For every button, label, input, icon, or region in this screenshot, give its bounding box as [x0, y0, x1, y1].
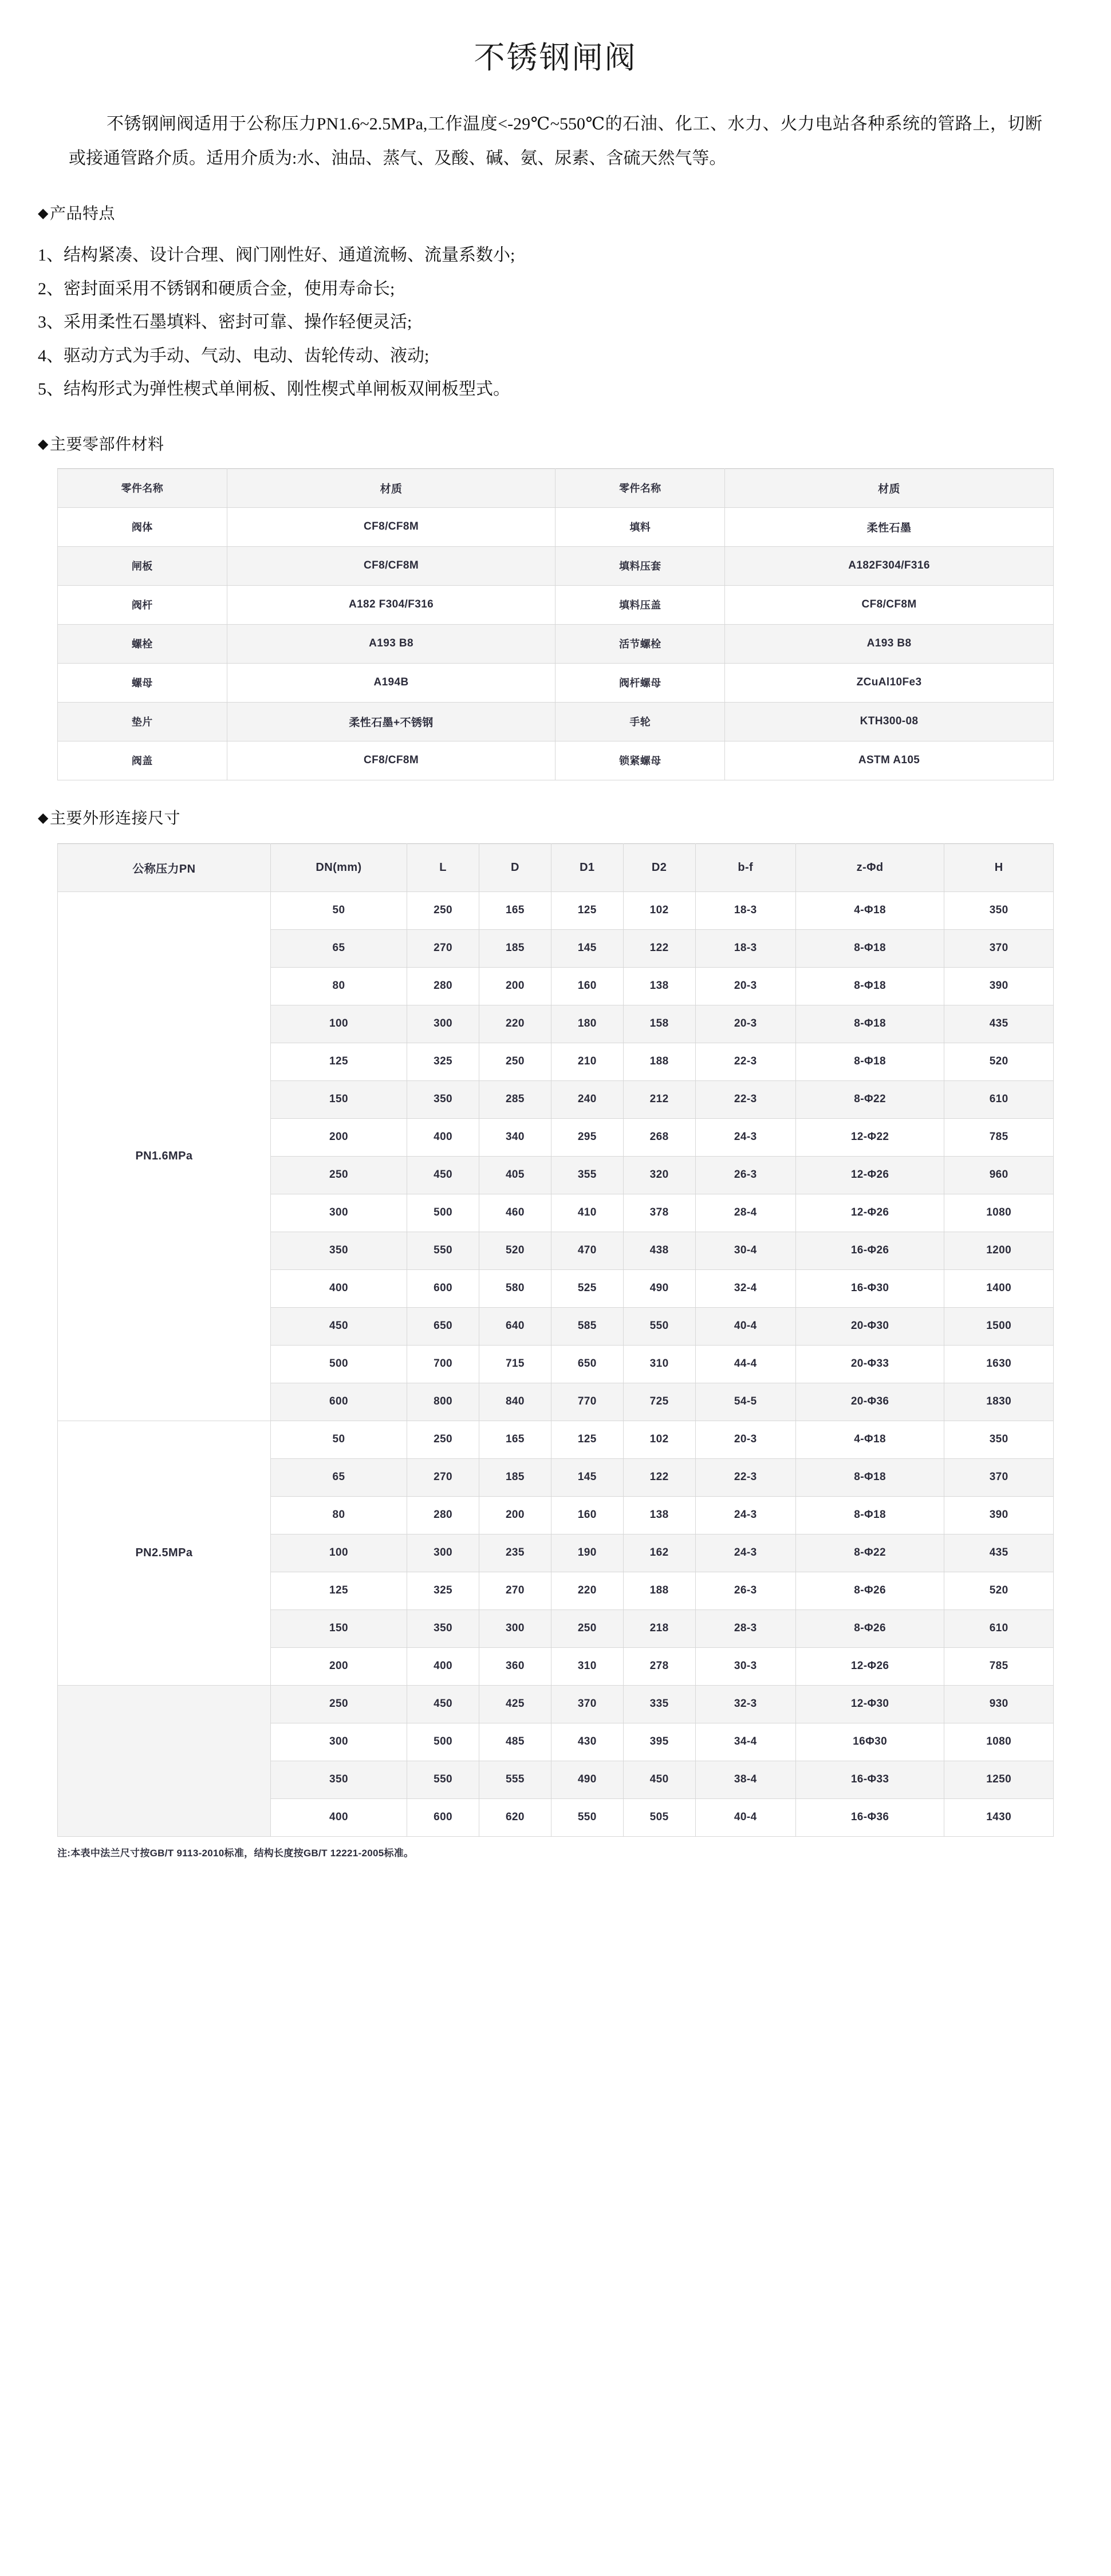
dimension-cell: 12-Φ26 — [795, 1647, 944, 1685]
column-header: 材质 — [725, 468, 1054, 507]
pressure-rating-cell-empty — [58, 1685, 271, 1836]
table-header-row — [58, 843, 1054, 891]
dimension-cell: 250 — [407, 1421, 479, 1458]
dimension-cell: 1830 — [944, 1383, 1054, 1421]
dimension-cell: 450 — [270, 1307, 407, 1345]
dimension-cell: 8-Φ22 — [795, 1080, 944, 1118]
dimension-cell: 150 — [270, 1609, 407, 1647]
dimension-cell: 1430 — [944, 1798, 1054, 1836]
pressure-rating-cell: PN2.5MPa — [58, 1421, 271, 1685]
part-name-cell: 螺栓 — [58, 624, 227, 663]
dimension-cell: 490 — [623, 1269, 695, 1307]
dimension-cell: 350 — [944, 1421, 1054, 1458]
section-heading-dimensions-label: 主要外形连接尺寸 — [49, 809, 180, 827]
material-cell: A182 F304/F316 — [227, 585, 556, 624]
dimension-cell: 280 — [407, 1496, 479, 1534]
dimension-cell: 450 — [623, 1761, 695, 1798]
dimension-cell: 16-Φ33 — [795, 1761, 944, 1798]
dimension-cell: 12-Φ22 — [795, 1118, 944, 1156]
dimension-cell: 8-Φ18 — [795, 929, 944, 967]
dimension-cell: 65 — [270, 929, 407, 967]
dimension-cell: 34-4 — [695, 1723, 795, 1761]
material-cell: CF8/CF8M — [227, 741, 556, 780]
section-heading-materials — [38, 432, 1111, 455]
dimension-cell: 102 — [623, 891, 695, 929]
dimension-cell: 400 — [407, 1647, 479, 1685]
dimension-cell: 80 — [270, 1496, 407, 1534]
dimension-cell: 600 — [270, 1383, 407, 1421]
table-row — [58, 891, 1054, 929]
dimension-cell: 400 — [270, 1269, 407, 1307]
dimension-cell: 24-3 — [695, 1118, 795, 1156]
dimension-cell: 8-Φ18 — [795, 1458, 944, 1496]
dimension-cell: 250 — [407, 891, 479, 929]
dimension-cell: 1080 — [944, 1723, 1054, 1761]
dimension-cell: 1250 — [944, 1761, 1054, 1798]
dimension-cell: 200 — [479, 967, 551, 1005]
part-name-cell: 阀体 — [58, 507, 227, 546]
dimension-cell: 28-3 — [695, 1609, 795, 1647]
features-list — [38, 239, 1111, 407]
dimension-cell: 220 — [551, 1572, 623, 1609]
dimension-cell: 16-Φ36 — [795, 1798, 944, 1836]
dimension-cell: 22-3 — [695, 1458, 795, 1496]
dimension-cell: 100 — [270, 1005, 407, 1043]
dimension-cell: 355 — [551, 1156, 623, 1194]
dimension-cell: 770 — [551, 1383, 623, 1421]
dimension-cell: 1630 — [944, 1345, 1054, 1383]
part-name-cell: 闸板 — [58, 546, 227, 585]
column-header: 零件名称 — [58, 468, 227, 507]
pressure-rating-cell: PN1.6MPa — [58, 891, 271, 1421]
dimension-cell: 145 — [551, 1458, 623, 1496]
table-row — [58, 1421, 1054, 1458]
dimension-cell: 550 — [623, 1307, 695, 1345]
dimension-cell: 435 — [944, 1005, 1054, 1043]
dimension-cell: 250 — [479, 1043, 551, 1080]
dimension-cell: 12-Φ30 — [795, 1685, 944, 1723]
dimension-cell: 580 — [479, 1269, 551, 1307]
dimension-cell: 24-3 — [695, 1534, 795, 1572]
material-cell: A193 B8 — [227, 624, 556, 663]
dimension-cell: 28-4 — [695, 1194, 795, 1232]
part-name-cell: 活节螺栓 — [556, 624, 725, 663]
dimension-cell: 610 — [944, 1080, 1054, 1118]
column-header: D1 — [551, 843, 623, 891]
dimension-cell: 360 — [479, 1647, 551, 1685]
dimension-cell: 102 — [623, 1421, 695, 1458]
dimension-cell: 18-3 — [695, 891, 795, 929]
table-row — [58, 624, 1054, 663]
dimension-cell: 18-3 — [695, 929, 795, 967]
dimensions-table-note: 注:本表中法兰尺寸按GB/T 9113-2010标准，结构长度按GB/T 12221-2005标准。 — [57, 1847, 414, 1859]
dimension-cell: 270 — [479, 1572, 551, 1609]
part-name-cell: 螺母 — [58, 663, 227, 702]
dimension-cell: 180 — [551, 1005, 623, 1043]
diamond-bullet-icon: ◆ — [38, 206, 49, 221]
dimension-cell: 280 — [407, 967, 479, 1005]
dimension-cell: 125 — [551, 891, 623, 929]
column-header: 材质 — [227, 468, 556, 507]
dimension-cell: 165 — [479, 891, 551, 929]
dimension-cell: 24-3 — [695, 1496, 795, 1534]
column-header: 公称压力PN — [58, 843, 271, 891]
dimension-cell: 240 — [551, 1080, 623, 1118]
part-name-cell: 阀盖 — [58, 741, 227, 780]
part-name-cell: 填料压盖 — [556, 585, 725, 624]
material-cell: 柔性石墨 — [725, 507, 1054, 546]
dimension-cell: 600 — [407, 1798, 479, 1836]
intro-paragraph: 不锈钢闸阀适用于公称压力PN1.6~2.5MPa,工作温度<-29℃~550℃的石油、化工、水力、火力电站各种系统的管路上，切断或接通管路介质。适用介质为:水、油品、蒸气、及酸、碱、氨、尿素、含硫天然气等。 — [69, 115, 1042, 168]
dimension-cell: 40-4 — [695, 1307, 795, 1345]
dimension-cell: 250 — [270, 1685, 407, 1723]
dimension-cell: 16Φ30 — [795, 1723, 944, 1761]
dimension-cell: 505 — [623, 1798, 695, 1836]
dimension-cell: 1400 — [944, 1269, 1054, 1307]
table-row — [58, 585, 1054, 624]
dimension-cell: 8-Φ18 — [795, 1496, 944, 1534]
dimension-cell: 30-4 — [695, 1232, 795, 1269]
dimension-cell: 620 — [479, 1798, 551, 1836]
dimension-cell: 335 — [623, 1685, 695, 1723]
dimension-cell: 300 — [407, 1005, 479, 1043]
dimension-cell: 20-Φ36 — [795, 1383, 944, 1421]
feature-item: 1、结构紧凑、设计合理、阀门刚性好、通道流畅、流量系数小; — [38, 246, 515, 265]
column-header: D — [479, 843, 551, 891]
diamond-bullet-icon: ◆ — [38, 810, 49, 826]
table-row — [58, 546, 1054, 585]
dimension-cell: 160 — [551, 1496, 623, 1534]
column-header: H — [944, 843, 1054, 891]
table-row — [58, 702, 1054, 741]
dimension-cell: 26-3 — [695, 1156, 795, 1194]
dimension-cell: 840 — [479, 1383, 551, 1421]
dimension-cell: 32-4 — [695, 1269, 795, 1307]
material-cell: A193 B8 — [725, 624, 1054, 663]
section-heading-materials-label: 主要零部件材料 — [49, 435, 164, 453]
dimension-cell: 930 — [944, 1685, 1054, 1723]
dimension-cell: 438 — [623, 1232, 695, 1269]
dimension-cell: 300 — [270, 1723, 407, 1761]
dimension-cell: 250 — [270, 1156, 407, 1194]
dimensions-table — [57, 843, 1054, 1837]
dimension-cell: 40-4 — [695, 1798, 795, 1836]
part-name-cell: 手轮 — [556, 702, 725, 741]
dimension-cell: 500 — [407, 1723, 479, 1761]
dimension-cell: 485 — [479, 1723, 551, 1761]
dimension-cell: 1500 — [944, 1307, 1054, 1345]
dimension-cell: 350 — [270, 1761, 407, 1798]
dimension-cell: 278 — [623, 1647, 695, 1685]
dimension-cell: 12-Φ26 — [795, 1156, 944, 1194]
dimension-cell: 188 — [623, 1043, 695, 1080]
dimension-cell: 22-3 — [695, 1080, 795, 1118]
dimension-cell: 340 — [479, 1118, 551, 1156]
dimension-cell: 125 — [270, 1043, 407, 1080]
dimension-cell: 210 — [551, 1043, 623, 1080]
dimension-cell: 8-Φ22 — [795, 1534, 944, 1572]
feature-item: 2、密封面采用不锈钢和硬质合金，使用寿命长; — [38, 279, 395, 298]
dimension-cell: 300 — [479, 1609, 551, 1647]
dimension-cell: 520 — [479, 1232, 551, 1269]
dimension-cell: 405 — [479, 1156, 551, 1194]
part-name-cell: 填料 — [556, 507, 725, 546]
dimension-cell: 325 — [407, 1043, 479, 1080]
dimension-cell: 310 — [551, 1647, 623, 1685]
feature-item: 3、采用柔性石墨填料、密封可靠、操作轻便灵活; — [38, 313, 412, 332]
table-header-row — [58, 468, 1054, 507]
dimension-cell: 370 — [944, 929, 1054, 967]
dimension-cell: 350 — [944, 891, 1054, 929]
dimension-cell: 378 — [623, 1194, 695, 1232]
dimension-cell: 270 — [407, 1458, 479, 1496]
section-heading-dimensions — [38, 806, 1111, 829]
table-row — [58, 1685, 1054, 1723]
dimension-cell: 122 — [623, 1458, 695, 1496]
dimension-cell: 185 — [479, 1458, 551, 1496]
dimension-cell: 188 — [623, 1572, 695, 1609]
dimension-cell: 400 — [407, 1118, 479, 1156]
dimension-cell: 490 — [551, 1761, 623, 1798]
dimension-cell: 350 — [270, 1232, 407, 1269]
dimension-cell: 350 — [407, 1080, 479, 1118]
dimension-cell: 550 — [407, 1761, 479, 1798]
dimension-cell: 450 — [407, 1156, 479, 1194]
dimension-cell: 295 — [551, 1118, 623, 1156]
dimension-cell: 4-Φ18 — [795, 1421, 944, 1458]
dimension-cell: 80 — [270, 967, 407, 1005]
part-name-cell: 锁紧螺母 — [556, 741, 725, 780]
section-heading-features-label: 产品特点 — [49, 205, 115, 223]
material-cell: A194B — [227, 663, 556, 702]
dimension-cell: 1200 — [944, 1232, 1054, 1269]
dimension-cell: 310 — [623, 1345, 695, 1383]
section-heading-features — [38, 201, 1111, 224]
materials-table-wrapper — [0, 468, 1111, 780]
column-header: 零件名称 — [556, 468, 725, 507]
dimension-cell: 200 — [479, 1496, 551, 1534]
column-header: D2 — [623, 843, 695, 891]
dimension-cell: 640 — [479, 1307, 551, 1345]
material-cell: 柔性石墨+不锈钢 — [227, 702, 556, 741]
dimension-cell: 1080 — [944, 1194, 1054, 1232]
dimension-cell: 190 — [551, 1534, 623, 1572]
dimension-cell: 22-3 — [695, 1043, 795, 1080]
dimension-cell: 600 — [407, 1269, 479, 1307]
material-cell: CF8/CF8M — [227, 546, 556, 585]
part-name-cell: 阀杆螺母 — [556, 663, 725, 702]
dimension-cell: 185 — [479, 929, 551, 967]
dimension-cell: 610 — [944, 1609, 1054, 1647]
material-cell: CF8/CF8M — [725, 585, 1054, 624]
dimension-cell: 390 — [944, 967, 1054, 1005]
dimension-cell: 16-Φ26 — [795, 1232, 944, 1269]
dimension-cell: 26-3 — [695, 1572, 795, 1609]
dimension-cell: 212 — [623, 1080, 695, 1118]
dimension-cell: 20-Φ33 — [795, 1345, 944, 1383]
dimension-cell: 16-Φ30 — [795, 1269, 944, 1307]
materials-table — [57, 468, 1054, 780]
dimension-cell: 715 — [479, 1345, 551, 1383]
dimension-cell: 460 — [479, 1194, 551, 1232]
dimension-cell: 300 — [407, 1534, 479, 1572]
dimension-cell: 390 — [944, 1496, 1054, 1534]
dimension-cell: 160 — [551, 967, 623, 1005]
dimension-cell: 125 — [551, 1421, 623, 1458]
column-header: L — [407, 843, 479, 891]
dimension-cell: 125 — [270, 1572, 407, 1609]
dimension-cell: 430 — [551, 1723, 623, 1761]
dimension-cell: 525 — [551, 1269, 623, 1307]
dimension-cell: 435 — [944, 1534, 1054, 1572]
dimension-cell: 165 — [479, 1421, 551, 1458]
part-name-cell: 填料压套 — [556, 546, 725, 585]
dimension-cell: 8-Φ26 — [795, 1609, 944, 1647]
dimension-cell: 20-Φ30 — [795, 1307, 944, 1345]
dimension-cell: 20-3 — [695, 967, 795, 1005]
dimension-cell: 200 — [270, 1118, 407, 1156]
material-cell: ZCuAl10Fe3 — [725, 663, 1054, 702]
dimension-cell: 8-Φ18 — [795, 967, 944, 1005]
dimension-cell: 30-3 — [695, 1647, 795, 1685]
dimension-cell: 122 — [623, 929, 695, 967]
dimension-cell: 150 — [270, 1080, 407, 1118]
column-header: b-f — [695, 843, 795, 891]
dimension-cell: 50 — [270, 1421, 407, 1458]
part-name-cell: 阀杆 — [58, 585, 227, 624]
dimension-cell: 20-3 — [695, 1005, 795, 1043]
dimension-cell: 325 — [407, 1572, 479, 1609]
dimension-cell: 400 — [270, 1798, 407, 1836]
dimension-cell: 4-Φ18 — [795, 891, 944, 929]
dimension-cell: 270 — [407, 929, 479, 967]
dimension-cell: 162 — [623, 1534, 695, 1572]
dimension-cell: 410 — [551, 1194, 623, 1232]
column-header: DN(mm) — [270, 843, 407, 891]
dimension-cell: 500 — [270, 1345, 407, 1383]
feature-item: 5、结构形式为弹性楔式单闸板、刚性楔式单闸板双闸板型式。 — [38, 380, 510, 399]
dimension-cell: 725 — [623, 1383, 695, 1421]
dimension-cell: 220 — [479, 1005, 551, 1043]
dimension-cell: 395 — [623, 1723, 695, 1761]
dimension-cell: 145 — [551, 929, 623, 967]
dimension-cell: 285 — [479, 1080, 551, 1118]
table-row — [58, 663, 1054, 702]
dimension-cell: 218 — [623, 1609, 695, 1647]
table-row — [58, 507, 1054, 546]
dimension-cell: 785 — [944, 1118, 1054, 1156]
dimension-cell: 8-Φ26 — [795, 1572, 944, 1609]
dimension-cell: 425 — [479, 1685, 551, 1723]
dimension-cell: 350 — [407, 1609, 479, 1647]
dimension-cell: 38-4 — [695, 1761, 795, 1798]
dimension-cell: 54-5 — [695, 1383, 795, 1421]
dimension-cell: 20-3 — [695, 1421, 795, 1458]
dimension-cell: 44-4 — [695, 1345, 795, 1383]
column-header: z-Φd — [795, 843, 944, 891]
dimension-cell: 520 — [944, 1043, 1054, 1080]
part-name-cell: 垫片 — [58, 702, 227, 741]
dimension-cell: 500 — [407, 1194, 479, 1232]
dimension-cell: 250 — [551, 1609, 623, 1647]
dimension-cell: 800 — [407, 1383, 479, 1421]
material-cell: ASTM A105 — [725, 741, 1054, 780]
page-title: 不锈钢闸阀 — [474, 41, 637, 75]
dimension-cell: 700 — [407, 1345, 479, 1383]
dimension-cell: 300 — [270, 1194, 407, 1232]
dimension-cell: 100 — [270, 1534, 407, 1572]
dimension-cell: 138 — [623, 967, 695, 1005]
material-cell: KTH300-08 — [725, 702, 1054, 741]
dimension-cell: 550 — [551, 1798, 623, 1836]
dimension-cell: 470 — [551, 1232, 623, 1269]
dimension-cell: 50 — [270, 891, 407, 929]
dimension-cell: 370 — [944, 1458, 1054, 1496]
dimension-cell: 320 — [623, 1156, 695, 1194]
dimension-cell: 158 — [623, 1005, 695, 1043]
dimension-cell: 960 — [944, 1156, 1054, 1194]
material-cell: A182F304/F316 — [725, 546, 1054, 585]
dimension-cell: 65 — [270, 1458, 407, 1496]
feature-item: 4、驱动方式为手动、气动、电动、齿轮传动、液动; — [38, 346, 430, 365]
dimension-cell: 785 — [944, 1647, 1054, 1685]
dimension-cell: 32-3 — [695, 1685, 795, 1723]
diamond-bullet-icon: ◆ — [38, 436, 49, 452]
dimension-cell: 235 — [479, 1534, 551, 1572]
dimension-cell: 650 — [551, 1345, 623, 1383]
dimension-cell: 370 — [551, 1685, 623, 1723]
dimension-cell: 138 — [623, 1496, 695, 1534]
material-cell: CF8/CF8M — [227, 507, 556, 546]
dimensions-table-wrapper — [0, 843, 1111, 1837]
dimension-cell: 200 — [270, 1647, 407, 1685]
dimension-cell: 8-Φ18 — [795, 1043, 944, 1080]
table-row — [58, 741, 1054, 780]
dimension-cell: 585 — [551, 1307, 623, 1345]
dimension-cell: 555 — [479, 1761, 551, 1798]
dimension-cell: 268 — [623, 1118, 695, 1156]
dimension-cell: 650 — [407, 1307, 479, 1345]
dimension-cell: 8-Φ18 — [795, 1005, 944, 1043]
dimension-cell: 12-Φ26 — [795, 1194, 944, 1232]
dimension-cell: 450 — [407, 1685, 479, 1723]
dimension-cell: 520 — [944, 1572, 1054, 1609]
dimension-cell: 550 — [407, 1232, 479, 1269]
